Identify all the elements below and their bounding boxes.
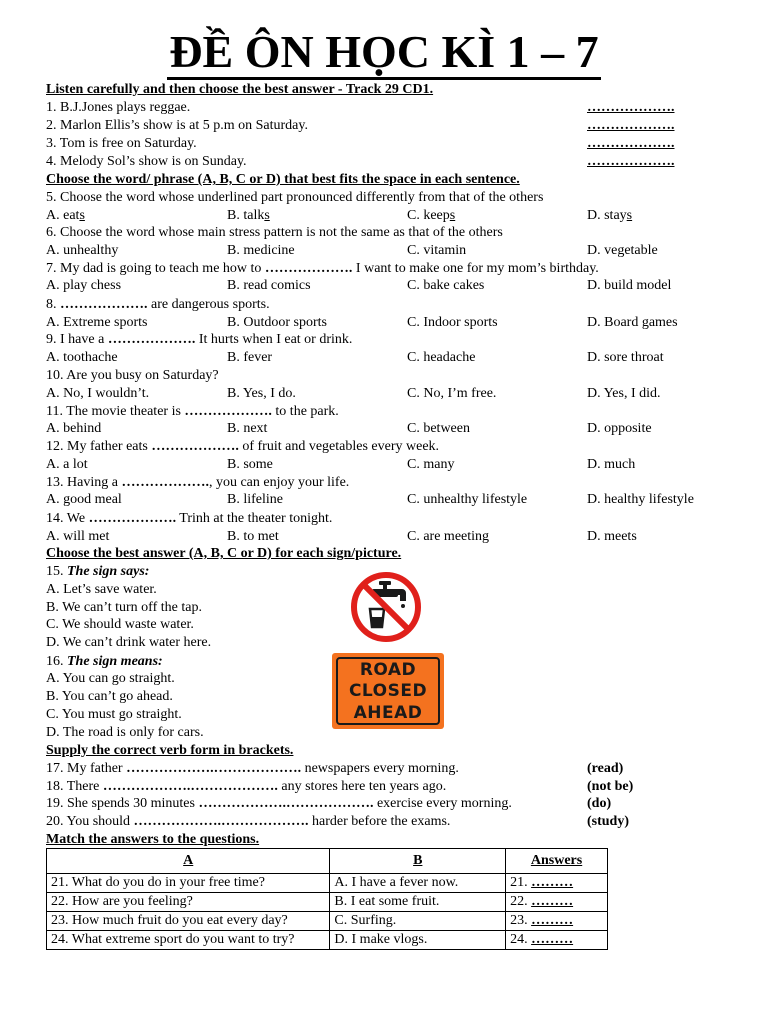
column-header: Answers [506, 849, 608, 874]
option-d: D. We can’t drink water here. [46, 635, 212, 650]
option-d: D. vegetable [587, 243, 658, 258]
option-c: C. You must go straight. [46, 707, 182, 722]
option-b: B. Outdoor sports [227, 315, 327, 330]
answer-blank: ………………. [88, 511, 177, 526]
answer-blank: ………………. [184, 404, 272, 419]
road-sign-line: ROAD [359, 660, 417, 680]
verb-hint: (study) [587, 814, 630, 829]
option-b: B. to met [227, 529, 279, 544]
table-header-row [47, 849, 608, 874]
question-11: 11. The movie theater is ………………. to the park. [46, 404, 339, 419]
option-a: A. eats [46, 208, 85, 223]
option-b: B. lifeline [227, 492, 283, 507]
option-a: A. Let’s save water. [46, 582, 157, 597]
option-a: A. behind [46, 421, 102, 436]
mc-heading: Choose the word/ phrase (A, B, C or D) that best fits the space in each sentence. [46, 172, 520, 187]
options-10 [46, 385, 736, 403]
option-b: B. Yes, I do. [227, 386, 296, 401]
verb-hint: (not be) [587, 779, 634, 794]
question-7: 7. My dad is going to teach me how to ………………. I want to make one for my mom’s birthday. [46, 261, 599, 276]
road-closed-sign [332, 653, 444, 729]
options-8 [46, 314, 736, 332]
page-title: ĐỀ ÔN HỌC KÌ 1 – 7 [0, 24, 768, 80]
verb-item: 17. My father ……………….………………. newspapers every morning. (read) [46, 761, 624, 776]
option-a: A. You can go straight. [46, 671, 175, 686]
verb-item: 19. She spends 30 minutes ……………….………………. exercise every morning. (do) [46, 796, 612, 811]
table-row [47, 874, 608, 893]
question-15: 15. The sign says: [46, 564, 150, 579]
listen-item: 4. Melody Sol’s show is on Sunday. ………………. [46, 154, 675, 169]
answer-blank: ………………. [107, 332, 196, 347]
question-16: 16. The sign means: [46, 654, 163, 669]
answer-option-cell: D. I make vlogs. [330, 931, 506, 950]
answer-blank: ………………. [587, 118, 675, 133]
option-b: B. fever [227, 350, 273, 365]
option-d: D. meets [587, 529, 637, 544]
answer-blank: ……………….………………. [133, 814, 309, 829]
answer-blank: ……………….………………. [126, 761, 302, 776]
listen-item: 2. Marlon Ellis’s show is at 5 p.m on Saturday. ………………. [46, 118, 675, 133]
option-c: C. Indoor sports [407, 315, 498, 330]
option-a: A. a lot [46, 457, 88, 472]
answer-blank: ……… [531, 875, 574, 890]
answer-option-cell: B. I eat some fruit. [330, 893, 506, 912]
options-11 [46, 420, 736, 438]
option-c: C. No, I’m free. [407, 386, 497, 401]
verb-hint: (read) [587, 761, 624, 776]
option-d: D. healthy lifestyle [587, 492, 694, 507]
answer-blank: ………………. [60, 297, 148, 312]
option-a: A. play chess [46, 278, 122, 293]
column-header: A [47, 849, 330, 874]
option-c: C. unhealthy lifestyle [407, 492, 528, 507]
option-b: B. medicine [227, 243, 295, 258]
option-c: C. headache [407, 350, 476, 365]
question-cell: 21. What do you do in your free time? [47, 874, 330, 893]
signs-heading: Choose the best answer (A, B, C or D) for each sign/picture. [46, 546, 402, 561]
option-d: D. much [587, 457, 636, 472]
question-5: 5. Choose the word whose underlined part pronounced differently from that of the others [46, 190, 544, 205]
question-6: 6. Choose the word whose main stress pattern is not the same as that of the others [46, 225, 503, 240]
match-heading: Match the answers to the questions. [46, 832, 260, 847]
answer-cell: 22. ……… [506, 893, 608, 912]
question-cell: 24. What extreme sport do you want to try? [47, 931, 330, 950]
question-8: 8. ………………. are dangerous sports. [46, 297, 270, 312]
answer-option-cell: C. Surfing. [330, 912, 506, 931]
answer-blank: ………………. [264, 261, 353, 276]
answer-blank: ………………. [121, 475, 209, 490]
options-6 [46, 242, 736, 260]
no-drinking-water-sign-icon [350, 571, 422, 643]
answer-blank: ……………….………………. [198, 796, 374, 811]
answer-blank: ……… [531, 894, 574, 909]
answer-blank: ………………. [151, 439, 239, 454]
option-d: D. Yes, I did. [587, 386, 661, 401]
answer-cell: 21. ……… [506, 874, 608, 893]
answer-blank: ……… [531, 932, 574, 947]
option-c: C. keeps [407, 208, 456, 223]
option-c: C. between [407, 421, 470, 436]
question-10: 10. Are you busy on Saturday? [46, 368, 219, 383]
question-9: 9. I have a ………………. It hurts when I eat or drink. [46, 332, 353, 347]
option-d: D. The road is only for cars. [46, 725, 204, 740]
answer-blank: ………………. [587, 154, 675, 169]
option-d: D. stays [587, 208, 633, 223]
road-sign-line: AHEAD [353, 703, 423, 723]
answer-blank: ………………. [587, 100, 675, 115]
question-cell: 23. How much fruit do you eat every day? [47, 912, 330, 931]
option-d: D. build model [587, 278, 672, 293]
options-7 [46, 277, 736, 295]
question-14: 14. We ………………. Trinh at the theater tonight. [46, 511, 333, 526]
answer-blank: ……… [531, 913, 574, 928]
option-b: B. You can’t go ahead. [46, 689, 173, 704]
option-c: C. bake cakes [407, 278, 485, 293]
match-table [46, 848, 608, 950]
answer-cell: 23. ……… [506, 912, 608, 931]
option-a: A. will met [46, 529, 110, 544]
answer-option-cell: A. I have a fever now. [330, 874, 506, 893]
options-12 [46, 456, 736, 474]
option-c: C. many [407, 457, 455, 472]
option-a: A. Extreme sports [46, 315, 148, 330]
option-b: B. read comics [227, 278, 311, 293]
column-header: B [330, 849, 506, 874]
question-12: 12. My father eats ………………. of fruit and vegetables every week. [46, 439, 440, 454]
option-b: B. talks [227, 208, 270, 223]
listen-item: 3. Tom is free on Saturday. ………………. [46, 136, 675, 151]
answer-blank: ……………….………………. [102, 779, 278, 794]
answer-cell: 24. ……… [506, 931, 608, 950]
options-5 [46, 207, 736, 225]
question-13: 13. Having a ………………., you can enjoy your life. [46, 475, 350, 490]
table-row [47, 893, 608, 912]
option-b: B. We can’t turn off the tap. [46, 600, 202, 615]
option-a: A. No, I wouldn’t. [46, 386, 150, 401]
verb-hint: (do) [587, 796, 612, 811]
option-d: D. opposite [587, 421, 652, 436]
option-c: C. We should waste water. [46, 617, 194, 632]
option-c: C. are meeting [407, 529, 490, 544]
option-b: B. some [227, 457, 273, 472]
options-9 [46, 349, 736, 367]
option-a: A. good meal [46, 492, 122, 507]
options-14 [46, 528, 736, 546]
verb-item: 18. There ……………….………………. any stores here ten years ago. (not be) [46, 779, 634, 794]
verbs-heading: Supply the correct verb form in brackets. [46, 743, 294, 758]
listen-heading: Listen carefully and then choose the best answer - Track 29 CD1. [46, 82, 434, 97]
option-a: A. toothache [46, 350, 118, 365]
table-row [47, 912, 608, 931]
option-c: C. vitamin [407, 243, 467, 258]
road-sign-line: CLOSED [348, 681, 428, 701]
table-row [47, 931, 608, 950]
options-13 [46, 491, 736, 509]
option-d: D. sore throat [587, 350, 664, 365]
option-d: D. Board games [587, 315, 678, 330]
option-a: A. unhealthy [46, 243, 119, 258]
listen-item: 1. B.J.Jones plays reggae. ………………. [46, 100, 675, 115]
answer-blank: ………………. [587, 136, 675, 151]
verb-item: 20. You should ……………….………………. harder before the exams. (study) [46, 814, 630, 829]
question-cell: 22. How are you feeling? [47, 893, 330, 912]
option-b: B. next [227, 421, 268, 436]
